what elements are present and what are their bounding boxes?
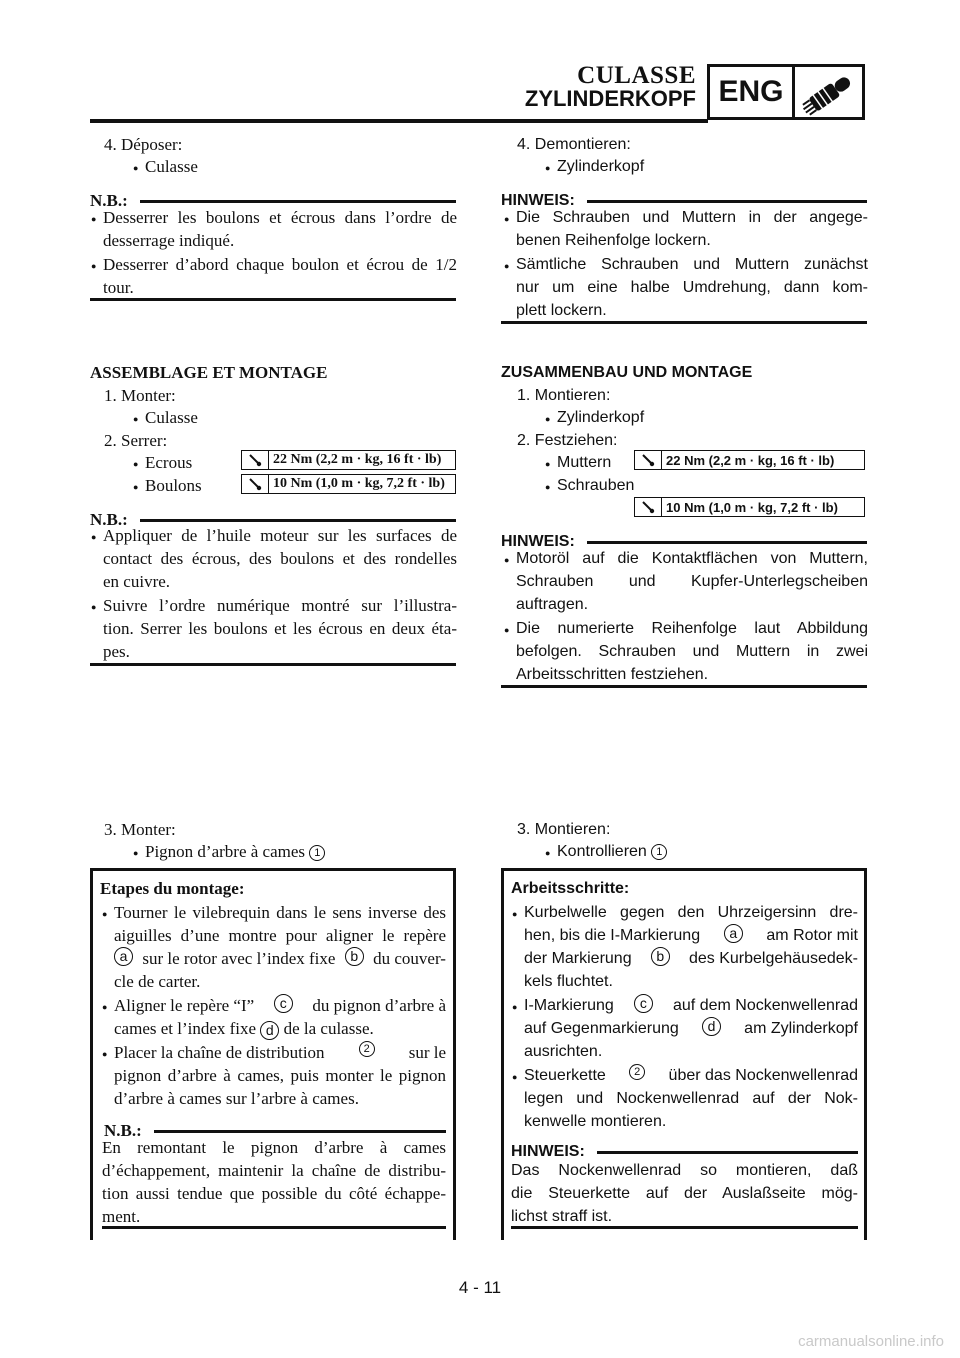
torque-wrench-icon [635,451,662,469]
fr-a-step1-item: ● Culasse [145,406,198,429]
de-hw1-b1-l2: benen Reihenfolge lockern. [516,232,711,249]
fr-torque-bolts-value: 10 Nm (1,0 m · kg, 7,2 ft · lb) [273,476,445,491]
de-hw2-rule [501,685,867,688]
de-torque-nuts-value: 22 Nm (2,2 m · kg, 16 ft · lb) [666,452,835,468]
fr-box-b1-l1: ● Tourner le vilebrequin dans le sens inverse des [114,901,446,924]
fr-nb2-b1-l2: contact des écrous, des boulons et des rondelles [103,549,457,568]
fr-nb1-rule [90,298,456,301]
fr-step3-item: ● Pignon d’arbre à cames 1 [145,840,325,863]
de-hw3-label: HINWEIS: [511,1143,585,1160]
de-box-b1-l2: hen, bis die I-Markierung a am Rotor mit [524,925,858,944]
de-box-b3-l1: ● Steuerkette 2 über das Nockenwellenrad [524,1064,858,1087]
de-a-step2-item2: ● Schrauben [557,474,634,497]
fr-torque-nuts-value: 22 Nm (2,2 m · kg, 16 ft · lb) [273,452,442,467]
de-hw3-l3: lichst straff ist. [511,1208,613,1225]
de-hw1-b2-l2: nur um eine halbe Umdrehung, dann kom- [516,279,868,296]
fr-nb3-rule [102,1226,446,1229]
fr-torque-nuts [241,450,456,470]
de-box-b2-l3: ausrichten. [524,1043,603,1060]
engine-wrench-icon [796,70,860,116]
de-box-right [864,868,867,1240]
fr-box-left [90,868,93,1240]
callout-c: c [634,994,653,1013]
fr-box-title: Etapes du montage: [100,879,245,898]
fr-nb1-b2-l1: ● Desserrer d’abord chaque boulon et écrou de 1/2 [103,253,457,276]
de-hw3-l1: Das Nockenwellenrad so montieren, daß [511,1162,858,1179]
fr-box-top [90,868,456,871]
de-hw1-b1-l1: ● Die Schrauben und Muttern in der angege- [516,206,868,229]
fr-nb2-b2-l2: tion. Serrer les boulons et les écrous en deux éta- [103,619,457,638]
de-a-step2: 2. Festziehen: [517,432,618,449]
de-step4-item: ● Zylinderkopf [557,155,644,178]
de-box-b1-l3: der Markierung b des Kurbelgehäusedek- [524,948,858,967]
fr-nb3-l2: d’échappement, maintenir la chaîne de distribu- [102,1161,446,1180]
callout-b: b [345,947,364,966]
de-hw2-b1-l2: Schrauben und Kupfer-Unterlegscheiben [516,573,868,590]
fr-box-right [453,868,456,1240]
torque-wrench-icon [635,498,662,516]
de-torque-nuts [634,450,865,470]
de-assembly-title: ZUSAMMENBAU UND MONTAGE [501,364,753,381]
de-hw3-rule [511,1226,858,1229]
fr-a-step2: 2. Serrer: [104,431,168,450]
header-title-fr: CULASSE [577,62,696,89]
callout-1: 1 [651,844,667,860]
fr-a-step1: 1. Monter: [104,386,176,405]
fr-a-step2-item2: ● Boulons [145,474,202,497]
callout-a: a [114,947,133,966]
fr-torque-bolts [241,474,456,494]
fr-nb2-b2-l1: ● Suivre l’ordre numérique montré sur l’illustra- [103,594,457,617]
fr-nb2-b2-l3: pes. [103,642,130,661]
de-hw2-b2-l2: befolgen. Schrauben und Muttern in zwei [516,643,868,660]
de-box-b3-l3: kenwelle montieren. [524,1113,667,1130]
de-box-top [501,868,867,871]
de-hw1-b2-l1: ● Sämtliche Schrauben und Muttern zunächst [516,253,868,276]
de-step4: 4. Demontieren: [517,136,631,153]
de-a-step2-item1: ● Muttern [557,451,611,474]
fr-nb3-l3: tion aussi tendue que possible du côté échappe- [102,1184,446,1203]
de-hw2-b2-l3: Arbeitsschritten festziehen. [516,666,709,683]
callout-a: a [724,924,743,943]
de-box-left [501,868,504,1240]
fr-assembly-title: ASSEMBLAGE ET MONTAGE [90,363,328,382]
de-step3: 3. Montieren: [517,821,611,838]
header-title-de: ZYLINDERKOPF [524,86,696,111]
de-torque-bolts-value: 10 Nm (1,0 m · kg, 7,2 ft · lb) [666,499,838,515]
de-hw1-b2-l3: plett lockern. [516,302,607,319]
fr-nb2-b1-l3: en cuivre. [103,572,171,591]
page-number: 4 - 11 [458,1278,502,1297]
de-box-b1-l4: kels fluchtet. [524,973,613,990]
de-torque-bolts [634,497,865,517]
callout-1: 1 [309,845,325,861]
watermark: carmanualsonline.info [798,1333,944,1350]
fr-box-b1-l4: cle de carter. [114,972,201,991]
section-label: ENG [710,67,795,117]
de-hw2-label: HINWEIS: [501,533,575,550]
torque-wrench-icon [242,451,269,469]
de-hw1-rule [501,321,867,324]
de-a-step1-item: ● Zylinderkopf [557,406,644,429]
fr-nb2-label: N.B.: [90,510,128,529]
fr-box-b2-l2: cames et l’index fixe d de la culasse. [114,1019,374,1038]
de-step3-item: ● Kontrollieren 1 [557,840,667,863]
de-hw2-b1-l3: auftragen. [516,596,589,613]
de-box-b2-l2: auf Gegenmarkierung d am Zylinderkopf [524,1018,858,1037]
callout-c: c [274,994,293,1013]
de-box-b1-l1: ● Kurbelwelle gegen den Uhrzeigersinn dre- [524,901,858,924]
fr-step3: 3. Monter: [104,820,176,839]
fr-nb1-label: N.B.: [90,191,128,210]
de-hw3-l2: die Steuerkette auf der Auslaßseite mög- [511,1185,858,1202]
de-box-b2-l1: ● I-Markierung c auf dem Nockenwellenrad [524,994,858,1017]
de-box-b3-l2: legen und Nockenwellenrad auf der Nok- [524,1090,858,1107]
fr-nb3-label: N.B.: [104,1121,142,1140]
fr-step4-item: ● Culasse [145,155,198,178]
fr-box-b3-l2: pignon d’arbre à cames, puis monter le pignon [114,1066,446,1085]
de-hw1-label: HINWEIS: [501,192,575,209]
de-box-title: Arbeitsschritte: [511,880,630,897]
fr-nb1-b1-l2: desserrage indiqué. [103,231,235,250]
de-hw2-b1-l1: ● Motoröl auf die Kontaktflächen von Muttern, [516,547,868,570]
fr-box-b3-l1: ● Placer la chaîne de distribution 2 sur le [114,1041,446,1064]
fr-nb2-rule [90,663,456,666]
fr-nb3-l1: En remontant le pignon d’arbre à cames [102,1138,446,1157]
fr-box-b2-l1: ● Aligner le repère “I” c du pignon d’arbre à [114,994,446,1017]
header-rule [90,119,708,123]
fr-box-b3-l3: d’arbre à cames sur l’arbre à cames. [114,1089,359,1108]
section-badge [707,64,865,120]
callout-2: 2 [359,1041,375,1057]
callout-d: d [702,1017,721,1036]
de-a-step1: 1. Montieren: [517,387,611,404]
fr-box-b1-l2: aiguilles d’une montre pour aligner le repère [114,926,446,945]
callout-2: 2 [629,1064,645,1080]
fr-a-step2-item1: ● Ecrous [145,451,192,474]
callout-b: b [651,947,670,966]
fr-nb2-b1-l1: ● Appliquer de l’huile moteur sur les surfaces de [103,524,457,547]
callout-d: d [260,1021,279,1040]
fr-step4: 4. Déposer: [104,135,183,154]
de-hw2-b2-l1: ● Die numerierte Reihenfolge laut Abbildung [516,617,868,640]
torque-wrench-icon [242,475,269,493]
fr-nb3-l4: ment. [102,1207,141,1226]
fr-nb1-b2-l2: tour. [103,278,134,297]
fr-box-b1-l3: a sur le rotor avec l’index fixe b du couver- [114,947,446,970]
fr-nb1-b1-l1: ● Desserrer les boulons et écrous dans l’ordre de [103,206,457,229]
